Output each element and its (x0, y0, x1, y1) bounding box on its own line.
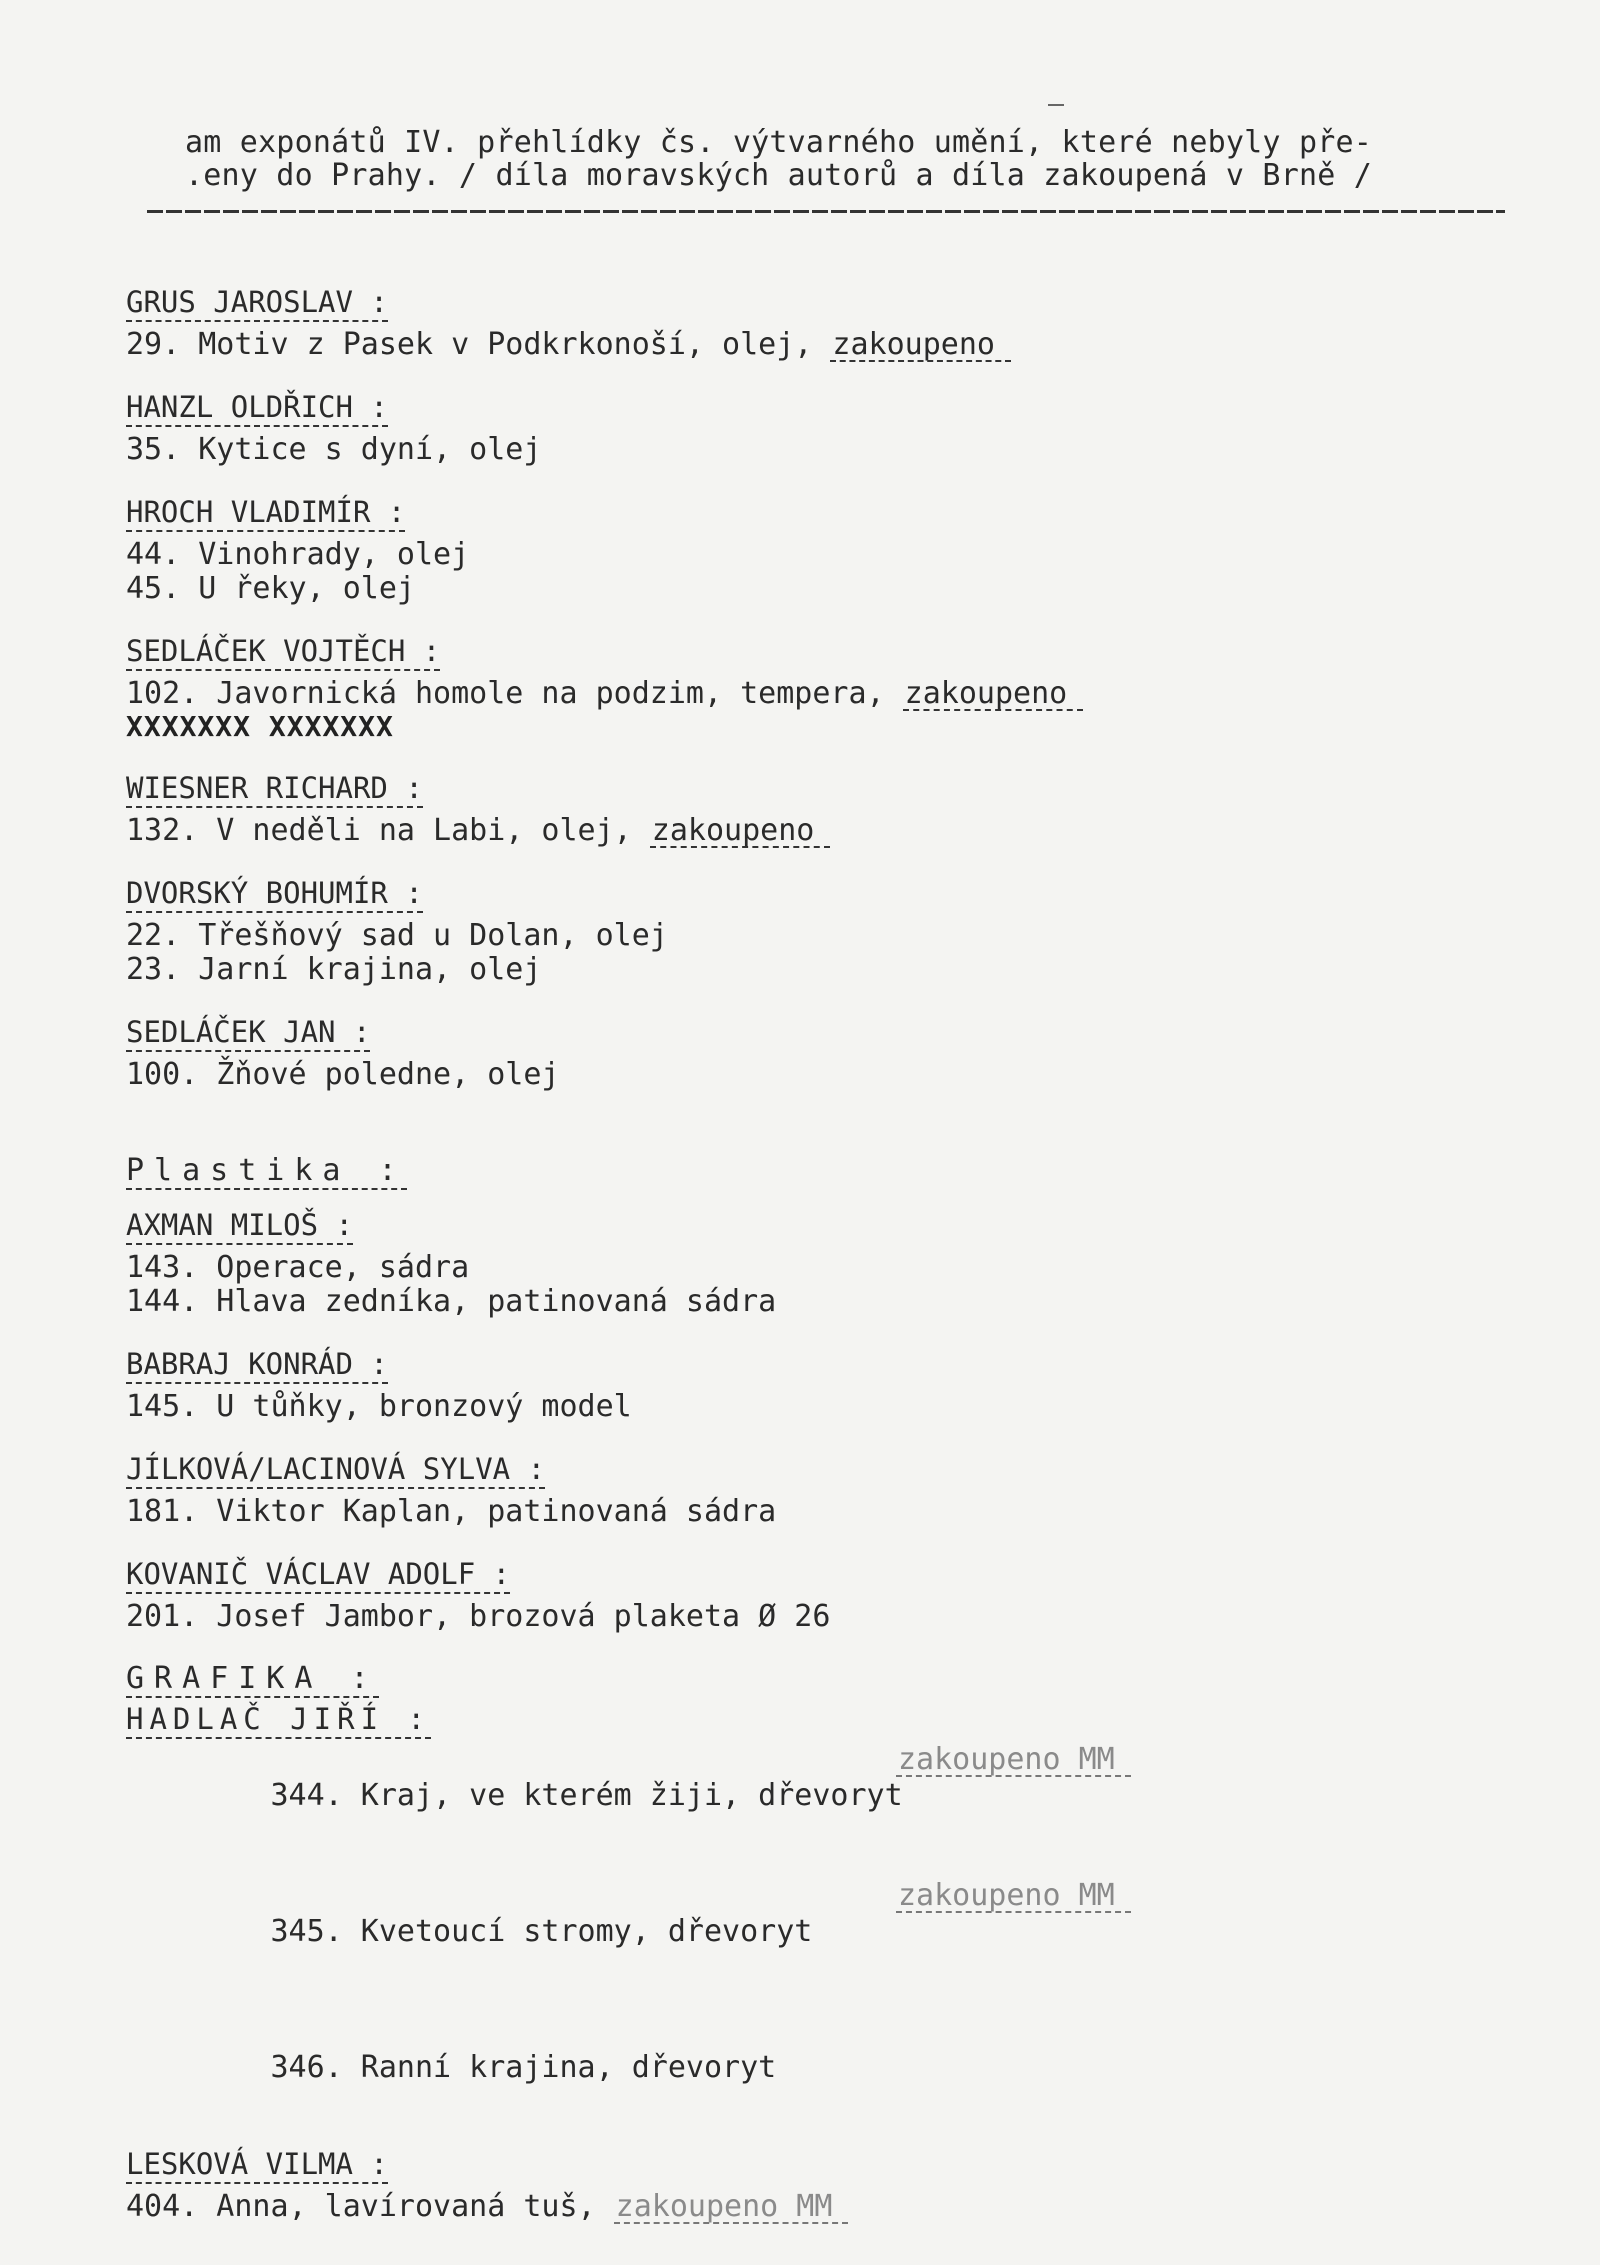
author-section (126, 1452, 1506, 1529)
exhibit-item: 143. Operace, sádra (126, 1250, 470, 1285)
exhibit-item: 44. Vinohrady, olej (126, 537, 470, 572)
purchase-note: zakoupeno (903, 679, 1084, 711)
struck-out-text: XXXXXXX XXXXXXX (126, 710, 394, 743)
purchase-note: zakoupeno (650, 816, 831, 848)
author-section (126, 771, 1506, 848)
author-name: KOVANIČ VÁCLAV ADOLF : (126, 1557, 510, 1594)
exhibit-item (126, 814, 1506, 848)
author-name: WIESNER RICHARD : (126, 771, 423, 808)
purchase-note: zakoupeno MM (896, 1745, 1131, 1777)
exhibit-item: 144. Hlava zedníka, patinovaná sádra (126, 1284, 777, 1319)
author-section (126, 2147, 1506, 2224)
exhibit-item (126, 1878, 1506, 2017)
exhibit-item (126, 2190, 1506, 2224)
exhibit-text: 132. V neděli na Labi, olej, (126, 813, 650, 848)
exhibit-text: 344. Kraj, ve kterém žiji, dřevoryt (270, 1778, 903, 1813)
exhibit-item (126, 1742, 1506, 1881)
author-section (126, 1015, 1506, 1092)
exhibit-text: 345. Kvetoucí stromy, dřevoryt (270, 1914, 813, 1949)
category-title: GRAFIKA : (126, 1661, 379, 1696)
author-name: JÍLKOVÁ/LACINOVÁ SYLVA : (126, 1452, 545, 1489)
author-section (126, 1208, 1506, 1319)
exhibit-text: 29. Motiv z Pasek v Podkrkonoší, olej, (126, 327, 831, 362)
author-section (126, 876, 1506, 987)
author-name: GRUS JAROSLAV : (126, 285, 388, 322)
exhibit-item (126, 328, 1506, 362)
exhibit-text: 346. Ranní krajina, dřevoryt (270, 2050, 777, 2085)
header-line-2: .eny do Prahy. / díla moravských autorů a díla zakoupená v Brně / (185, 158, 1372, 193)
author-section (126, 634, 1506, 743)
author-section (126, 285, 1506, 362)
exhibit-item (126, 2017, 1506, 2119)
exhibit-item: 100. Žňové poledne, olej (126, 1057, 560, 1092)
category-section-grafika (126, 1662, 1506, 1698)
author-name: HADLAČ JIŘÍ : (126, 1702, 431, 1739)
purchase-note: zakoupeno MM (614, 2192, 849, 2224)
author-name: BABRAJ KONRÁD : (126, 1347, 388, 1384)
exhibit-text: 404. Anna, lavírovaná tuš, (126, 2189, 614, 2224)
stray-mark (1048, 104, 1064, 106)
purchase-note: zakoupeno (830, 330, 1011, 362)
exhibit-item: 45. U řeky, olej (126, 571, 415, 606)
document-header (185, 126, 1505, 192)
header-line-1: am exponátů IV. přehlídky čs. výtvarného umění, které nebyly pře- (185, 125, 1372, 160)
exhibit-item: 35. Kytice s dyní, olej (126, 432, 542, 467)
exhibit-item: 181. Viktor Kaplan, patinovaná sádra (126, 1494, 777, 1529)
author-name: DVORSKÝ BOHUMÍR : (126, 876, 423, 913)
author-section (126, 390, 1506, 467)
author-section (126, 495, 1506, 606)
author-name: AXMAN MILOŠ : (126, 1208, 353, 1245)
exhibit-item (126, 677, 1506, 711)
purchase-note: zakoupeno MM (896, 1881, 1131, 1913)
author-name: LESKOVÁ VILMA : (126, 2147, 388, 2184)
author-name: SEDLÁČEK JAN : (126, 1015, 370, 1052)
author-name: HROCH VLADIMÍR : (126, 495, 405, 532)
exhibit-item: 201. Josef Jambor, brozová plaketa Ø 26 (126, 1599, 831, 1634)
exhibit-item: 23. Jarní krajina, olej (126, 952, 542, 987)
author-name: SEDLÁČEK VOJTĚCH : (126, 634, 440, 671)
exhibit-list (126, 285, 1506, 2252)
exhibit-item: 145. U tůňky, bronzový model (126, 1389, 632, 1424)
header-rule (147, 210, 1505, 213)
exhibit-text: 102. Javornická homole na podzim, tempera, (126, 676, 903, 711)
author-section (126, 1702, 1506, 2119)
author-section (126, 1347, 1506, 1424)
category-title: Plastika : (126, 1153, 407, 1188)
author-name: HANZL OLDŘICH : (126, 390, 388, 427)
category-section-plastika (126, 1154, 1506, 1190)
author-section (126, 1557, 1506, 1634)
exhibit-item: 22. Třešňový sad u Dolan, olej (126, 918, 668, 953)
